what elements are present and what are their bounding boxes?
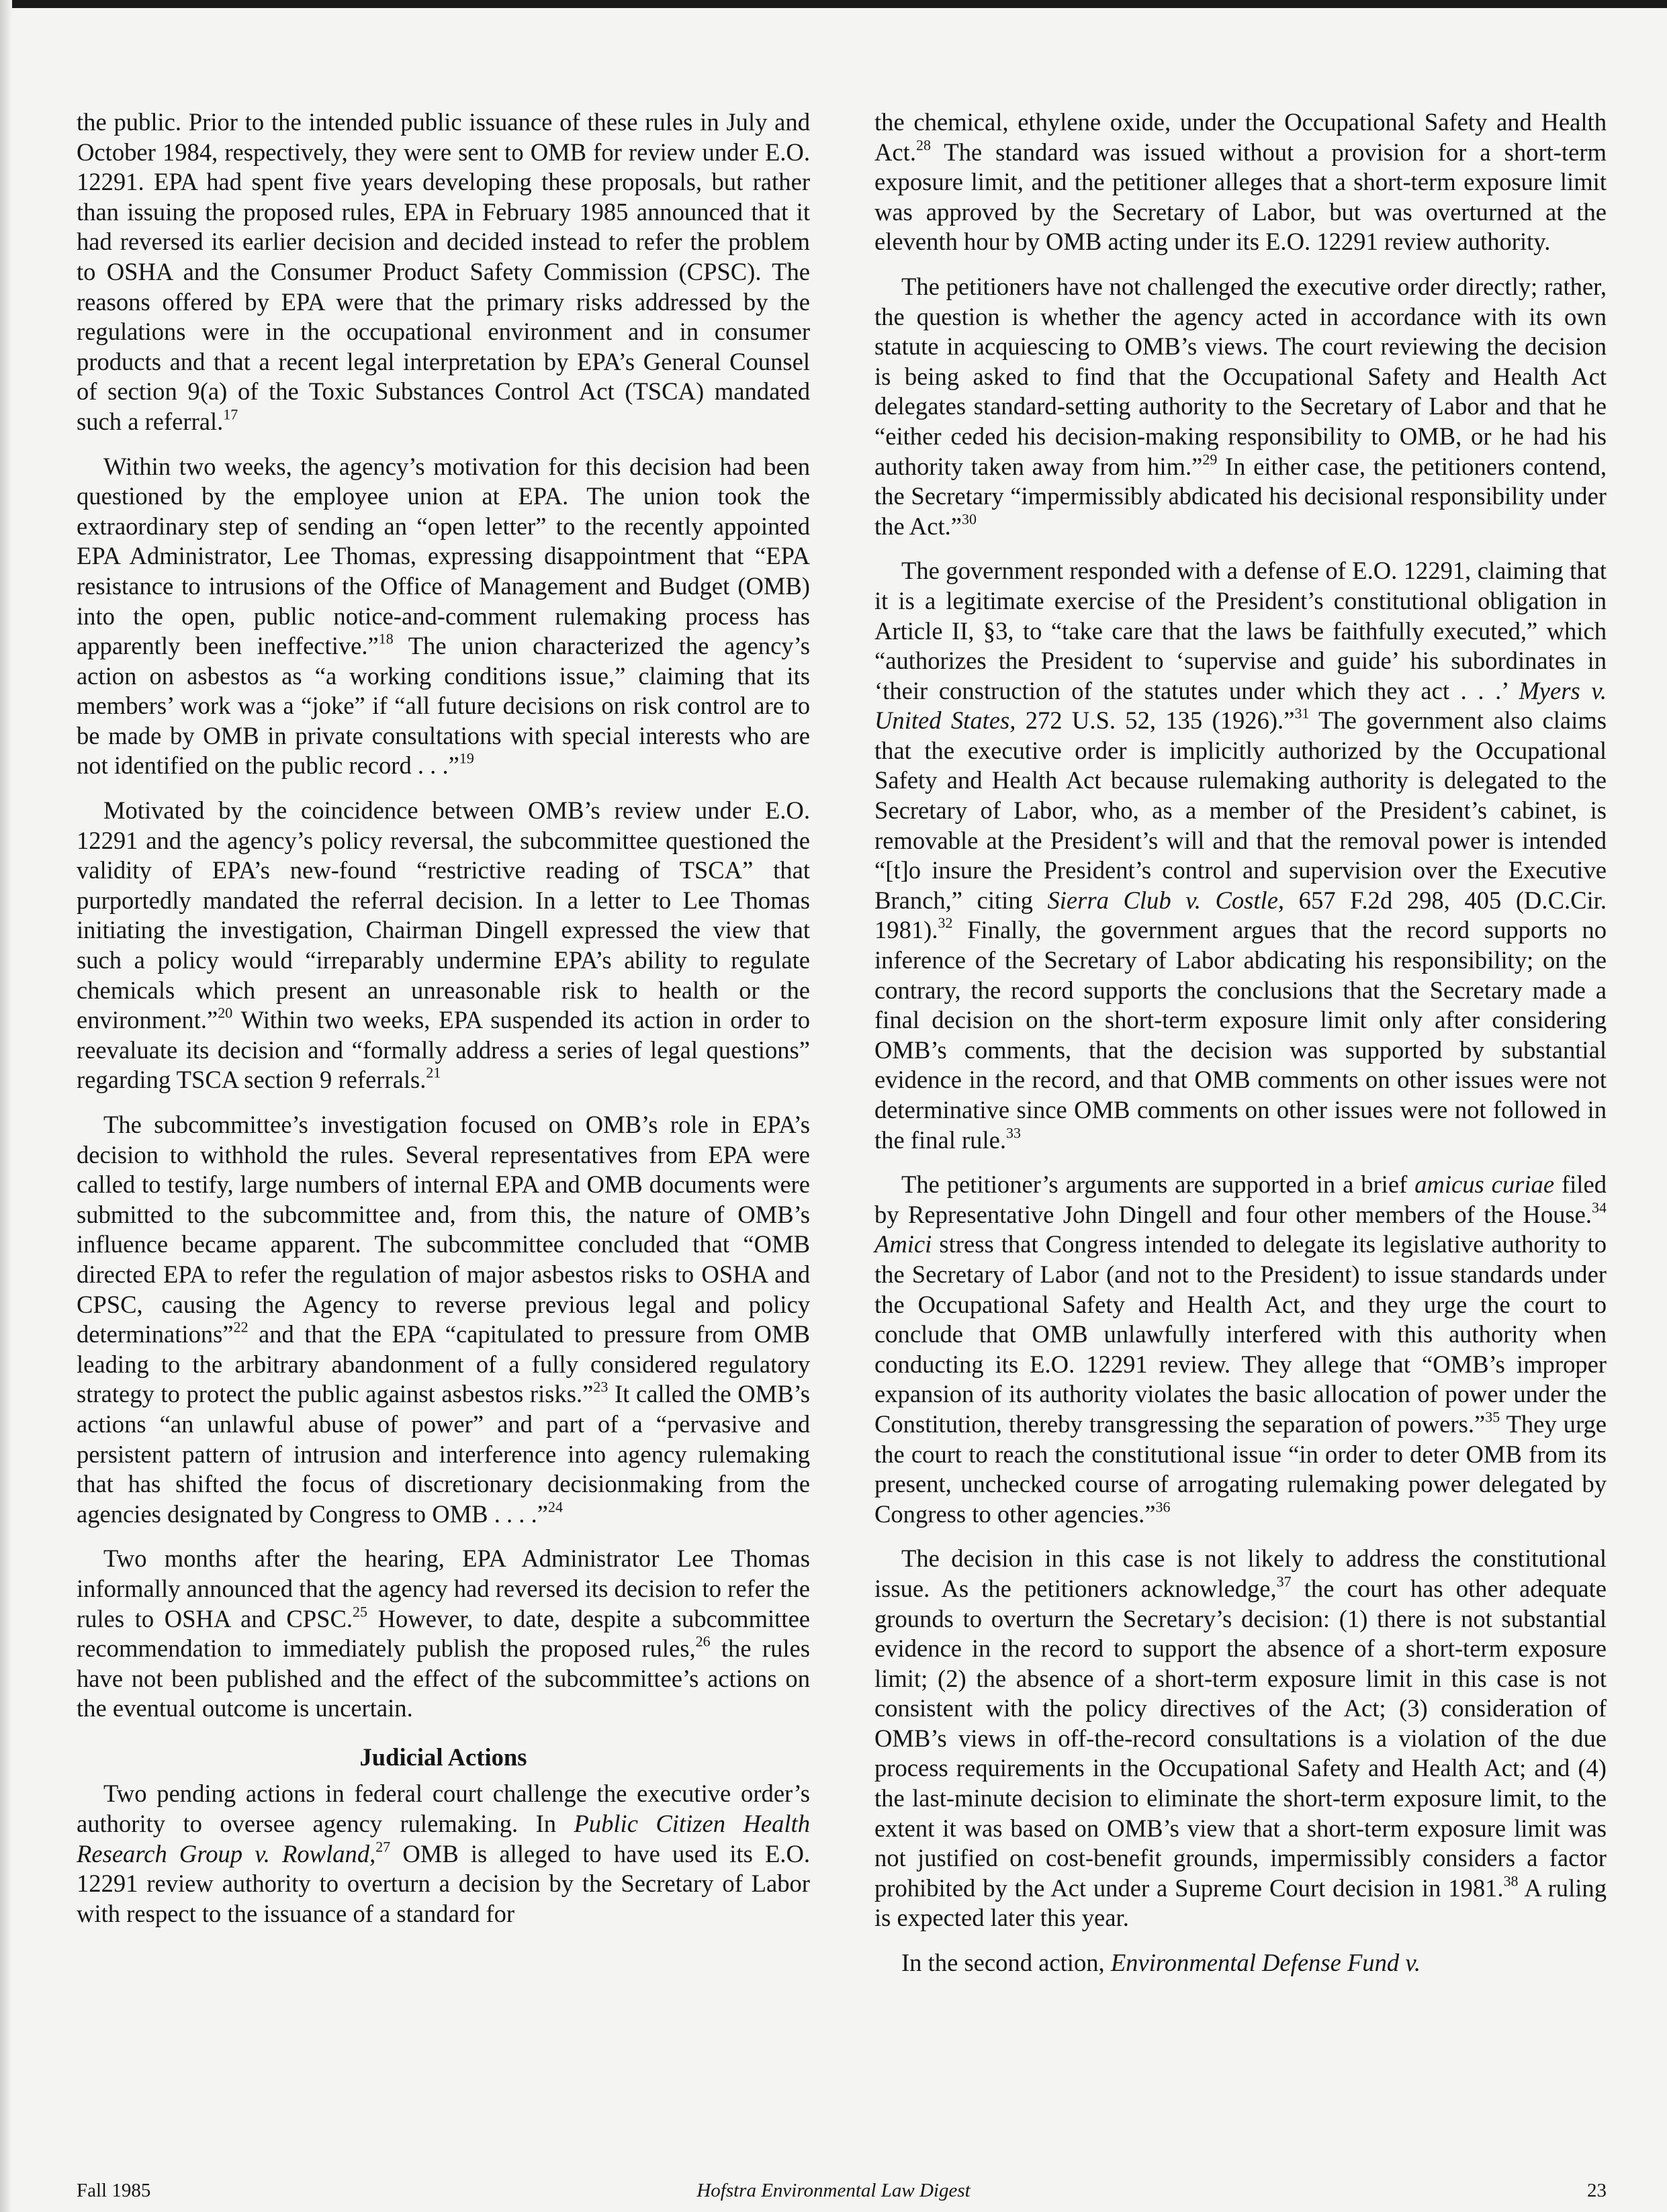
paragraph: Two months after the hearing, EPA Administrator Lee Thomas informally announced that the agency had reversed its decision to refer the rules to OSHA and CPSC.$^{25}$ However, to date, despite a subcommittee recommendation to immediately publish the proposed rules,$^{26}$ the rules have not been published and the effect of the subcommittee’s actions on the eventual outcome is uncertain. xyxy=(77,1545,810,1722)
case-name: Myers v. United States, xyxy=(874,676,1607,735)
footnote-ref: 22 xyxy=(233,1318,249,1336)
paragraph: The decision in this case is not likely to address the constitutional issue. As the petitioners acknowledge,$^{37}$ the court has other adequate grounds to overturn the Secretary’s decision: (1) there is not substantial evidence in the record to support the absence of a short-term exposure limit; (2) the absence of a short-term exposure limit in this case is not consistent with the policy directives of the Act; (3) consideration of OMB’s views in off-the-record consultations is a violation of the due process requirements in the Occupational Safety and Health Act; and (4) the last-minute decision to eliminate the short-term exposure limit, to the extent it was based on OMB’s view that a short-term exposure limit was not justified on cost-benefit grounds, impermissibly considers a factor prohibited by the Act under a Supreme Court decision in 1981.38 A ruling is expected later this year. xyxy=(874,1545,1607,1932)
footnote-ref: 26 xyxy=(695,1632,711,1650)
paragraph: the chemical, ethylene oxide, under the Occupational Safety and Health Act.$^{28}$ The standard was issued without a provision for a short-term exposure limit, and the petitioner alleges that a short-term exposure limit was approved by the Secretary of Labor, but was overturned at the eleventh hour by OMB acting under its E.O. 12291 review authority. xyxy=(874,108,1607,256)
case-name: Public Citizen Health Research Group v. Rowland, xyxy=(77,1810,810,1868)
footnote-ref: 25 xyxy=(353,1603,367,1620)
footnote-ref: 28 xyxy=(915,136,931,154)
top-border xyxy=(0,0,1667,8)
latin-term: Amici xyxy=(874,1230,932,1258)
footnote-ref: 31 xyxy=(1294,704,1310,722)
footnote-ref: 29 xyxy=(1202,451,1218,468)
footnote-ref: 37 xyxy=(1276,1573,1292,1590)
paragraph: The petitioner’s arguments are supported in a brief amicus curiae filed by Representative John Dingell and four other members of the House.$^{34}$ Amici stress that Congress intended to delegate its legislative authority to the Secretary of Labor (and not to the President) to issue standards under the Occupational Safety and Health Act, and they urge the court to conclude that OMB unlawfully interfered with this authority when conducting its E.O. 12291 review. They allege that “OMB’s improper expansion of its authority violates the basic allocation of power under the Constitution, thereby transgressing the separation of powers.”$^{35}$ They urge the court to reach the constitutional issue “in order to deter OMB from its present, unchecked course of arrogating rulemaking power delegated by Congress to other agencies.”$^{36}$ xyxy=(874,1170,1607,1528)
footnote-ref: 38 xyxy=(1503,1872,1519,1890)
footnote-ref: 30 xyxy=(962,510,977,528)
paragraph: The government responded with a defense of E.O. 12291, claiming that it is a legitimate exercise of the President’s constitutional obligation in Article II, §3, to “take care that the laws be faithfully executed,” which “authorizes the President to ‘supervise and guide’ his subordinates in ‘their construction of the statutes under which they act . . .’ Myers v. United States, 272 U.S. 52, 135 (1926).”$^{31}$ The government also claims that the executive order is implicitly authorized by the Occupational Safety and Health Act because rulemaking authority is delegated to the Secretary of Labor, who, as a member of the President’s cabinet, is removable at the President’s will and that the removal power is intended “[t]o insure the President’s control and supervision over the Executive Branch,” citing Sierra Club v. Costle, 657 F.2d 298, 405 (D.C.Cir. 1981).$^{32}$ Finally, the government argues that the record supports no inference of the Secretary of Labor abdicating his responsibility; on the contrary, the record supports the conclusions that the Secretary made a final decision on the short-term exposure limit only after considering OMB’s comments, that the decision was supported by substantial evidence in the record, and that OMB comments on other issues were not determinative since OMB comments on other issues were not followed in the final rule.$^{33}$ xyxy=(874,557,1607,1154)
paragraph: the public. Prior to the intended public issuance of these rules in July and October 1984, respectively, they were sent to OMB for review under E.O. 12291. EPA had spent five years developing these proposals, but rather than issuing the proposed rules, EPA in February 1985 announced that it had reversed its earlier decision and decided instead to refer the problem to OSHA and the Consumer Product Safety Commission (CPSC). The reasons offered by EPA were that the primary risks addressed by the regulations were in the occupational environment and in consumer products and that a recent legal interpretation by EPA’s General Counsel of section 9(a) of the Toxic Substances Control Act (TSCA) mandated such a referral.$^{17}$ xyxy=(77,108,810,435)
footnote-ref: 33 xyxy=(1006,1124,1021,1142)
footnote-ref: 24 xyxy=(547,1498,563,1516)
footnote-ref: 34 xyxy=(1592,1199,1607,1216)
left-column xyxy=(77,107,810,1943)
footer-journal: Hofstra Environmental Law Digest xyxy=(696,2180,971,2201)
case-name: Sierra Club v. Costle, xyxy=(1047,886,1285,914)
section-heading: Judicial Actions xyxy=(359,1743,527,1771)
footnote-ref: 17 xyxy=(223,406,238,423)
footnote-ref: 27 xyxy=(375,1838,391,1855)
paragraph: Two pending actions in federal court challenge the executive order’s authority to oversee agency rulemaking. In Public Citizen Health Research Group v. Rowland,$^{27}$ OMB is alleged to have used its E.O. 12291 review authority to overturn a decision by the Secretary of Labor with respect to the issuance of a standard for xyxy=(77,1780,811,1927)
right-column xyxy=(874,107,1607,1993)
paragraph: In the second action, Environmental Defense Fund v. xyxy=(901,1949,1421,1977)
footnote-ref: 35 xyxy=(1485,1408,1500,1426)
case-name: Environmental Defense Fund v. xyxy=(1110,1949,1421,1977)
paragraph: Motivated by the coincidence between OMB’s review under E.O. 12291 and the agency’s policy reversal, the subcommittee questioned the validity of EPA’s new-found “restrictive reading of TSCA” that purportedly mandated the referral decision. In a letter to Lee Thomas initiating the investigation, Chairman Dingell expressed the view that such a policy would “irreparably undermine EPA’s ability to regulate chemicals which present an unreasonable risk to health or the environment.”$^{20}$ Within two weeks, EPA suspended its action in order to reevaluate its decision and “formally address a series of legal questions” regarding TSCA section 9 referrals.$^{21}$ xyxy=(77,796,810,1094)
footnote-ref: 21 xyxy=(426,1064,441,1082)
paragraph: The petitioners have not challenged the executive order directly; rather, the question is whether the agency acted in accordance with its own statute in acquiescing to OMB’s views. The court reviewing the decision is being asked to find that the Occupational Safety and Health Act delegates standard-setting authority to the Secretary of Labor and that he “either ceded his decision-making responsibility to OMB, or he had his authority taken away from him.”$^{29}$ In either case, the petitioners contend, the Secretary “impermissibly abdicated his decisional responsibility under the Act.”$^{30}$ xyxy=(874,272,1607,540)
page-number: 23 xyxy=(1587,2180,1607,2201)
paragraph: The subcommittee’s investigation focused on OMB’s role in EPA’s decision to withhold the rules. Several representatives from EPA were called to testify, large numbers of internal EPA and OMB documents were submitted to the subcommittee and, from this, the nature of OMB’s influence became apparent. The subcommittee concluded that “OMB directed EPA to refer the regulation of major asbestos risks to OSHA and CPSC, causing the Agency to reverse previous legal and policy determinations”$^{22}$ and that the EPA “capitulated to pressure from OMB leading to the arbitrary abandonment of a fully considered regulatory strategy to protect the public against asbestos risks.”$^{23}$ It called the OMB’s actions “an unlawful abuse of power” and part of a “pervasive and persistent pattern of intrusion and interference into agency rulemaking that has shifted the focus of discretionary decisionmaking from the agencies designated by Congress to OMB . . . .”$^{24}$ xyxy=(77,1111,810,1528)
footer-issue: Fall 1985 xyxy=(77,2180,151,2201)
page-edge-shadow xyxy=(0,0,12,2212)
footnote-ref: 19 xyxy=(459,750,474,768)
latin-term: amicus curiae xyxy=(1414,1170,1555,1199)
footnote-ref: 36 xyxy=(1155,1498,1171,1516)
footnote-ref: 23 xyxy=(593,1378,609,1395)
paragraph: Within two weeks, the agency’s motivation for this decision had been questioned by the employee union at EPA. The union took the extraordinary step of sending an “open letter” to the recently appointed EPA Administrator, Lee Thomas, expressing disappointment that “EPA resistance to intrusions of the Office of Management and Budget (OMB) into the open, public notice-and-comment rulemaking process has apparently been ineffective.”$^{18}$ The union characterized the agency’s action on asbestos as “a working conditions issue,” claiming that its members’ work was a “joke” if “all future decisions on risk control are to be made by OMB in private consultations with special interests who are not identified on the public record . . .”$^{19}$ xyxy=(77,452,810,780)
footnote-ref: 20 xyxy=(218,1004,233,1021)
footnote-ref: 32 xyxy=(938,915,953,932)
footnote-ref: 18 xyxy=(378,630,394,647)
